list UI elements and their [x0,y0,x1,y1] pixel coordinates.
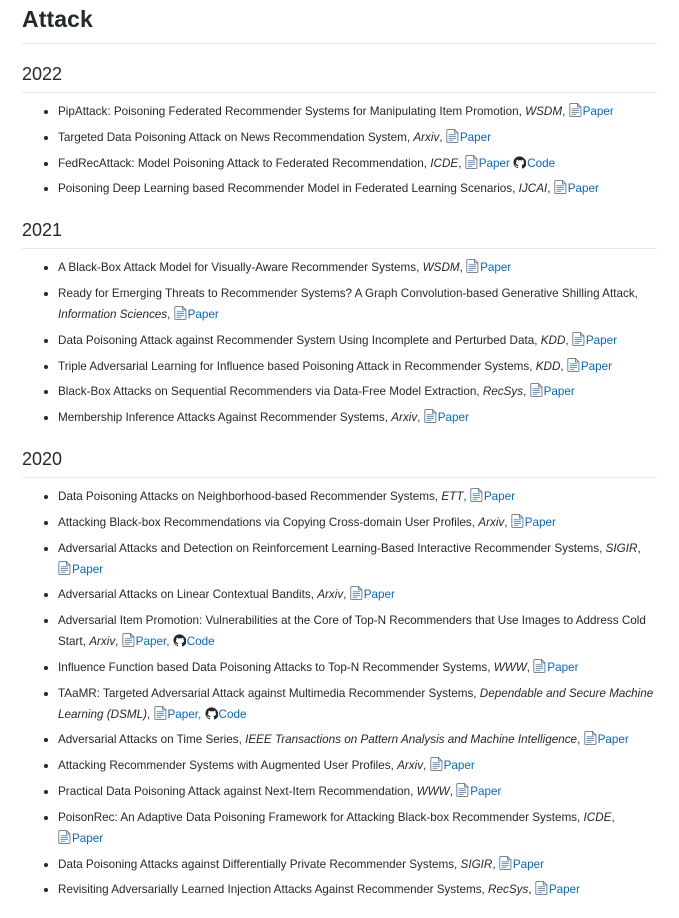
code-link[interactable] [173,635,215,648]
venue-separator: , [463,490,467,504]
publication-title: Adversarial Attacks and Detection on Reinforcement Learning-Based Interactive Recommender Systems, [58,541,603,555]
venue-separator: , [504,515,508,529]
paper-link-label: Paper [443,759,475,773]
paper-link-label: Paper [470,785,502,799]
paper-link-label: Paper [478,156,510,170]
paper-link[interactable] [430,759,475,772]
paper-link[interactable] [58,832,103,845]
venue-separator: , [439,130,443,144]
publication-title: Attacking Black-box Recommendations via Copying Cross-domain User Profiles, [58,515,476,529]
paper-link-label: Paper [187,307,219,321]
publication-list [22,258,657,429]
paper-link[interactable] [511,516,556,529]
list-item [44,154,657,175]
paper-link-label: Paper [580,359,613,373]
venue-separator: , [167,307,171,321]
venue-separator: , [523,385,527,399]
publication-title: PipAttack: Poisoning Federated Recommender Systems for Manipulating Item Promotion, [58,105,522,118]
publication-title: Targeted Data Poisoning Attack on News Recommendation System, [58,130,411,144]
publication-venue: KDD [535,359,561,373]
code-link[interactable] [513,157,555,170]
publication-venue: ICDE [583,810,612,824]
publication-title: Attacking Recommender Systems with Augmented User Profiles, [58,759,394,773]
publication-list [22,102,657,200]
paper-link-label: Paper [72,562,104,576]
venue-separator: , [147,707,151,721]
paper-link[interactable] [499,858,544,871]
venue-separator: , [458,156,462,170]
publication-venue: ETT [441,490,464,504]
publication-venue: Dependable and Secure Machine Learning (DSML) [58,686,654,721]
list-item [44,513,657,534]
code-link[interactable] [205,708,247,721]
paper-link-label: Paper [437,411,469,425]
list-item [44,808,657,850]
list-item [44,258,657,279]
venue-separator: , [115,635,119,649]
list-item [44,382,657,403]
publication-title: A Black-Box Attack Model for Visually-Aware Recommender Systems, [58,261,420,275]
paper-link-label: Paper [72,831,104,845]
paper-link-label: Paper [597,733,629,747]
venue-separator: , [637,541,641,555]
publication-title: Adversarial Attacks on Linear Contextual Bandits, [58,588,314,602]
venue-separator: , [459,261,463,275]
paper-link[interactable] [122,635,170,648]
publication-venue: WWW [493,660,527,674]
paper-link[interactable] [533,661,578,674]
list-item [44,408,657,429]
publication-title: Adversarial Item Promotion: Vulnerabilities at the Core of Top-N Recommenders that Use Images to Address Cold Start, [58,614,646,649]
publication-venue: ICDE [430,156,459,170]
publication-title: PoisonRec: An Adaptive Data Poisoning Framework for Attacking Black-box Recommender Systems, [58,810,581,824]
list-item [44,585,657,606]
list-item [44,756,657,777]
publication-venue: SIGIR [460,857,493,871]
publication-venue: Arxiv [89,635,116,649]
paper-link-label: Paper [483,490,516,504]
publication-venue: IJCAI [518,182,548,196]
publication-venue: RecSys [482,385,524,399]
paper-link-label: Paper [547,660,579,674]
paper-link[interactable] [572,334,617,347]
year-heading-2022: 2022 [22,64,657,93]
list-item [44,284,657,326]
paper-link-label: Paper [524,515,556,529]
publication-venue: WSDM [422,261,460,275]
paper-link-label: Paper [363,588,395,602]
sections-container [22,64,657,901]
venue-separator: , [562,105,566,118]
paper-link[interactable] [535,883,580,896]
paper-link[interactable] [530,385,575,398]
paper-link[interactable] [465,157,510,170]
paper-link-label: Paper [543,385,575,399]
list-item [44,658,657,679]
publication-venue: RecSys [488,883,529,897]
list-item [44,128,657,149]
paper-link[interactable] [554,182,599,195]
list-item [44,539,657,581]
publication-title: Data Poisoning Attack against Recommender System Using Incomplete and Perturbed Data, [58,333,538,347]
venue-separator: , [423,759,427,773]
paper-link[interactable] [350,588,395,601]
list-item [44,684,657,726]
publication-title: Poisoning Deep Learning based Recommender Model in Federated Learning Scenarios, [58,182,516,196]
publication-venue: Arxiv [478,515,505,529]
list-item [44,102,657,123]
paper-link-label: Paper [585,333,618,347]
paper-link[interactable] [470,490,515,503]
list-item [44,855,657,876]
publication-venue: KDD [540,333,566,347]
publication-venue: Information Sciences [58,307,168,321]
publication-title: Data Poisoning Attacks on Neighborhood-based Recommender Systems, [58,490,439,504]
list-item [44,331,657,352]
publication-title: Adversarial Attacks on Time Series, [58,733,242,747]
list-item [44,357,657,378]
paper-link-label: Paper [567,182,599,196]
year-heading-2021: 2021 [22,220,657,249]
venue-separator: , [526,660,531,674]
publication-title: TAaMR: Targeted Adversarial Attack against Multimedia Recommender Systems, [58,686,477,700]
venue-separator: , [528,883,532,897]
publication-venue: SIGIR [605,541,638,555]
paper-link[interactable] [456,785,501,798]
paper-link[interactable] [567,360,612,373]
code-link-label: Code [527,156,556,170]
paper-link[interactable] [446,131,491,144]
year-heading-2020: 2020 [22,449,657,478]
paper-link[interactable] [58,563,103,576]
publication-list [22,487,657,901]
paper-link[interactable] [424,411,469,424]
list-item [44,179,657,200]
paper-link-label: Paper [548,883,581,897]
paper-link-label: Paper, [167,707,202,721]
venue-separator: , [449,785,453,799]
list-item [44,611,657,653]
publication-title: Ready for Emerging Threats to Recommender Systems? A Graph Convolution-based Generative Shilling Attack, [58,287,638,301]
paper-link[interactable] [569,105,614,118]
venue-separator: , [577,733,581,747]
list-item [44,880,657,901]
paper-link[interactable] [154,708,202,721]
publication-title: Revisiting Adversarially Learned Injection Attacks Against Recommender Systems, [58,883,485,897]
publication-venue: Arxiv [413,130,440,144]
publication-title: Practical Data Poisoning Attack against Next-Item Recommendation, [58,785,414,799]
publication-venue: Arxiv [391,411,418,425]
code-link-label: Code [186,635,215,649]
venue-separator: , [492,857,496,871]
venue-separator: , [547,182,551,196]
paper-link[interactable] [174,308,219,321]
venue-separator: , [417,411,421,425]
venue-separator: , [565,333,569,347]
paper-link-label: Paper [582,105,614,118]
paper-link[interactable] [584,733,629,746]
list-item [44,730,657,751]
code-link-label: Code [218,707,247,721]
publication-venue: WWW [416,785,450,799]
list-item [44,487,657,508]
paper-link[interactable] [466,261,511,274]
publication-title: Triple Adversarial Learning for Influence based Poisoning Attack in Recommender Systems, [58,359,533,373]
publication-title: Membership Inference Attacks Against Recommender Systems, [58,411,388,425]
publication-venue: IEEE Transactions on Pattern Analysis and Machine Intelligence [245,733,578,747]
publication-title: Data Poisoning Attacks against Differentially Private Recommender Systems, [58,857,458,871]
paper-link-label: Paper [459,130,492,144]
venue-separator: , [560,359,564,373]
page-title: Attack [22,0,657,44]
venue-separator: , [343,588,347,602]
publication-venue: Arxiv [397,759,424,773]
paper-link-label: Paper, [135,635,170,649]
publication-title: FedRecAttack: Model Poisoning Attack to Federated Recommendation, [58,156,428,170]
publication-title: Black-Box Attacks on Sequential Recommenders via Data-Free Model Extraction, [58,385,480,399]
publication-venue: WSDM [525,105,563,118]
venue-separator: , [611,810,615,824]
publication-title: Influence Function based Data Poisoning Attacks to Top-N Recommender Systems, [58,660,491,674]
paper-link-label: Paper [512,857,545,871]
publication-venue: Arxiv [317,588,344,602]
paper-link-label: Paper [480,261,512,275]
